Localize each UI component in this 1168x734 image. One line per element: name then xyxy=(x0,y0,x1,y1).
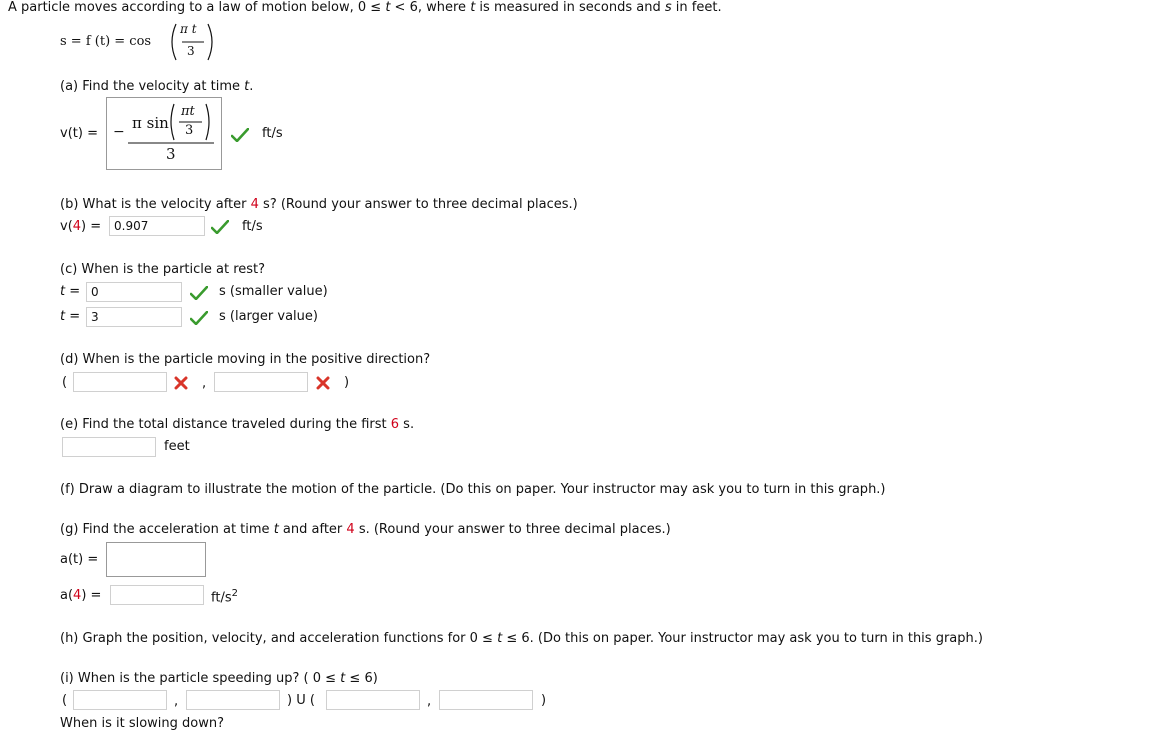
velocity-at-4-unit: ft/s xyxy=(242,219,263,234)
part-a-prompt: (a) Find the velocity at time t. xyxy=(60,79,254,94)
speeding-open-paren: ( xyxy=(62,693,68,708)
rest-time-smaller-input[interactable]: 0 xyxy=(86,282,182,302)
speeding-interval-2-end-input[interactable] xyxy=(439,690,533,710)
velocity-unit: ft/s xyxy=(262,126,283,141)
correct-check-icon xyxy=(211,220,229,234)
position-formula-lhs: s = f (t) = cos xyxy=(60,34,152,49)
speeding-union: ) U ( xyxy=(287,693,315,708)
speeding-comma-2: , xyxy=(427,694,432,709)
speeding-interval-1-start-input[interactable] xyxy=(73,690,167,710)
speeding-close-paren: ) xyxy=(541,693,547,708)
correct-check-icon xyxy=(231,128,249,142)
velocity-at-4-input[interactable]: 0.907 xyxy=(109,216,205,236)
problem-statement: A particle moves according to a law of motion below, 0 ≤ t < 6, where t is measured in seconds and s in feet. xyxy=(8,0,722,15)
velocity-inner-numerator: πt xyxy=(181,104,195,119)
part-e-prompt: (e) Find the total distance traveled during the first 6 s. xyxy=(60,417,415,432)
total-distance-input[interactable] xyxy=(62,437,156,457)
speeding-interval-2-start-input[interactable] xyxy=(326,690,420,710)
velocity-inner-denominator: 3 xyxy=(185,123,194,138)
interval-comma: , xyxy=(202,376,207,391)
part-b-prompt: (b) What is the velocity after 4 s? (Round your answer to three decimal places.) xyxy=(60,197,578,212)
interval-open-paren: ( xyxy=(62,375,68,390)
part-d-prompt: (d) When is the particle moving in the positive direction? xyxy=(60,352,431,367)
slowing-down-prompt: When is it slowing down? xyxy=(60,716,225,731)
total-distance-unit: feet xyxy=(164,439,190,454)
rest-time-smaller-unit: s (smaller value) xyxy=(219,284,328,299)
acceleration-at-4-label: a(4) = xyxy=(60,588,102,603)
part-g-prompt: (g) Find the acceleration at time t and after 4 s. (Round your answer to three decimal places.) xyxy=(60,522,671,537)
velocity-at-4-label: v(4) = xyxy=(60,219,102,234)
position-formula-numerator: π t xyxy=(180,22,197,36)
part-h-prompt: (h) Graph the position, velocity, and acceleration functions for 0 ≤ t ≤ 6. (Do this on paper. Your instructor may ask you to turn in this graph.) xyxy=(60,631,983,646)
incorrect-x-icon xyxy=(174,376,188,390)
acceleration-answer-box[interactable] xyxy=(106,542,206,577)
rest-time-larger-unit: s (larger value) xyxy=(219,309,318,324)
positive-direction-start-input[interactable] xyxy=(73,372,167,392)
acceleration-at-4-input[interactable] xyxy=(110,585,204,605)
velocity-label: v(t) = xyxy=(60,126,98,141)
rest-time-1-label: t = xyxy=(60,284,81,299)
interval-close-paren: ) xyxy=(344,375,350,390)
correct-check-icon xyxy=(190,286,208,300)
part-f-prompt: (f) Draw a diagram to illustrate the motion of the particle. (Do this on paper. Your instructor may ask you to turn in this graph.) xyxy=(60,482,886,497)
velocity-minus-sign: − xyxy=(113,124,125,140)
rest-time-larger-input[interactable]: 3 xyxy=(86,307,182,327)
part-i-prompt: (i) When is the particle speeding up? ( 0 ≤ t ≤ 6) xyxy=(60,671,378,686)
positive-direction-end-input[interactable] xyxy=(214,372,308,392)
incorrect-x-icon xyxy=(316,376,330,390)
part-c-prompt: (c) When is the particle at rest? xyxy=(60,262,266,277)
speeding-interval-1-end-input[interactable] xyxy=(186,690,280,710)
speeding-comma-1: , xyxy=(174,694,179,709)
acceleration-label: a(t) = xyxy=(60,552,99,567)
velocity-numerator-pi-sin: π sin xyxy=(132,114,169,132)
rest-time-2-label: t = xyxy=(60,309,81,324)
acceleration-unit: $ft/s^2$ xyxy=(211,588,238,606)
velocity-denominator: 3 xyxy=(166,145,176,163)
correct-check-icon xyxy=(190,311,208,325)
position-formula-denominator: 3 xyxy=(187,44,195,58)
